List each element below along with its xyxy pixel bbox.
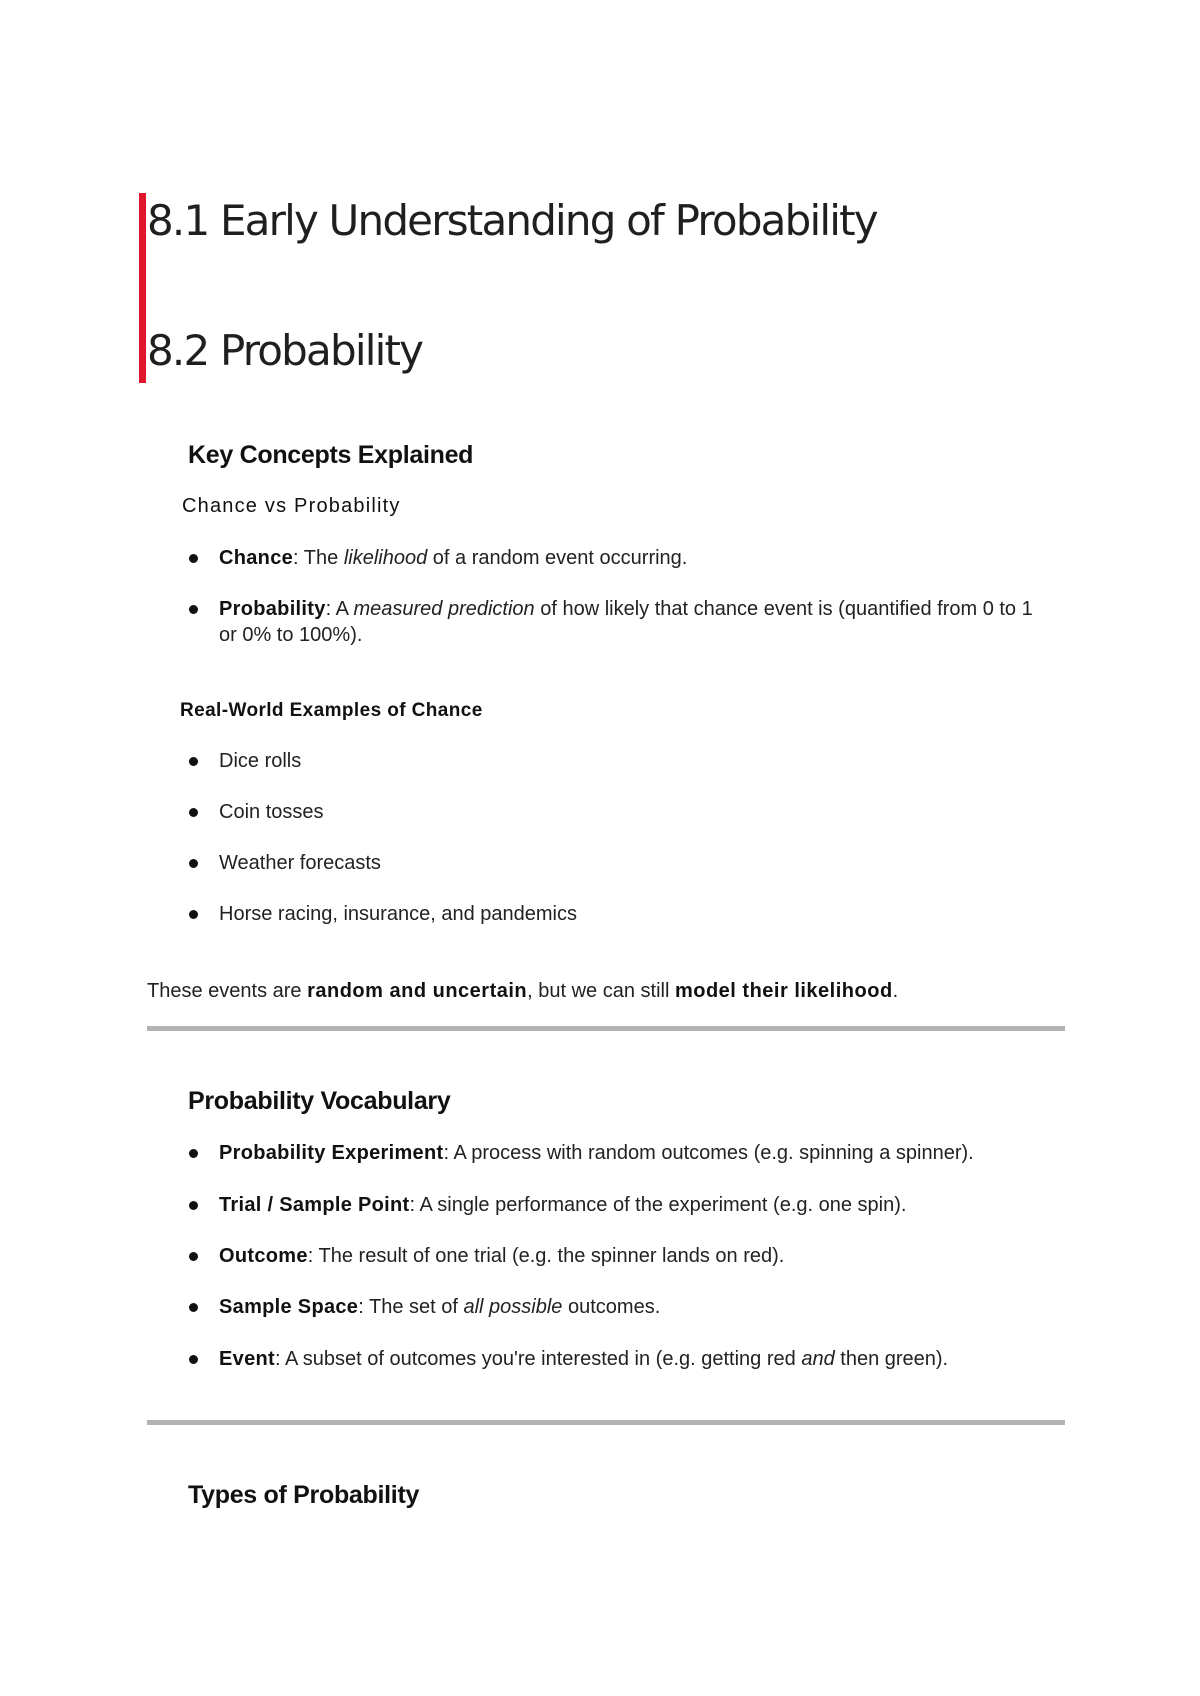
bullet-dot-icon	[189, 1355, 198, 1364]
list-item	[219, 748, 1069, 774]
term-experiment: Probability Experiment	[219, 1142, 444, 1164]
outcome-desc: : The result of one trial (e.g. the spinner lands on red).	[307, 1245, 785, 1267]
key-concepts-heading: Key Concepts Explained	[188, 441, 474, 469]
bullet-dot-icon	[189, 859, 198, 868]
types-heading: Types of Probability	[188, 1481, 420, 1509]
list-item	[219, 799, 1069, 825]
chance-vs-probability-heading: Chance vs Probability	[182, 495, 401, 517]
section-heading-8-2: 8.2 Probability	[147, 326, 423, 375]
term-sample-space: Sample Space	[219, 1296, 359, 1318]
list-item	[219, 850, 1069, 876]
bullet-dot-icon	[189, 910, 198, 919]
horizontal-divider	[147, 1420, 1065, 1425]
term-chance: Chance	[219, 547, 294, 569]
trial-desc: : A single performance of the experiment (e.g. one spin).	[409, 1194, 907, 1216]
event-text-1: : A subset of outcomes you're interested in (e.g. getting red	[274, 1348, 802, 1370]
term-event: Event	[219, 1348, 275, 1370]
summary-text-2: , but we can still	[527, 980, 675, 1002]
bullet-dot-icon	[189, 1149, 198, 1158]
chance-text-1: : The	[293, 547, 344, 569]
heading-accent-bar	[139, 193, 146, 383]
summary-bold-2: model their likelihood	[674, 980, 893, 1002]
list-item-experiment	[219, 1140, 1069, 1166]
bullet-dot-icon	[189, 1252, 198, 1261]
horizontal-divider	[147, 1026, 1065, 1031]
bullet-dot-icon	[189, 757, 198, 766]
example-text: Weather forecasts	[219, 852, 381, 874]
term-outcome: Outcome	[219, 1245, 308, 1267]
example-text: Horse racing, insurance, and pandemics	[219, 903, 577, 925]
sample-space-text-1: : The set of	[358, 1296, 464, 1318]
examples-heading: Real-World Examples of Chance	[180, 700, 483, 721]
list-item-outcome	[219, 1243, 1069, 1269]
example-text: Dice rolls	[219, 750, 302, 772]
event-text-2: then green).	[834, 1348, 949, 1370]
summary-bold-1: random and uncertain	[307, 980, 528, 1002]
experiment-desc: : A process with random outcomes (e.g. spinning a spinner).	[443, 1142, 974, 1164]
bullet-dot-icon	[189, 808, 198, 817]
section-heading-8-1: 8.1 Early Understanding of Probability	[147, 196, 877, 245]
chance-text-2: of a random event occurring.	[427, 547, 688, 569]
probability-text-1: : A	[325, 598, 354, 620]
list-item-event	[219, 1346, 1069, 1372]
event-emphasis: and	[801, 1348, 835, 1370]
list-item-trial	[219, 1192, 1069, 1218]
summary-paragraph	[147, 978, 898, 1004]
list-item-chance	[219, 545, 1069, 571]
probability-emphasis: measured prediction	[353, 598, 535, 620]
probability-text-2: of how likely that chance event is (quantified from 0 to 1 or 0% to 100%).	[219, 598, 1033, 646]
term-probability: Probability	[219, 598, 326, 620]
chance-emphasis: likelihood	[343, 547, 428, 569]
sample-space-emphasis: all possible	[463, 1296, 563, 1318]
term-trial: Trial / Sample Point	[219, 1194, 410, 1216]
bullet-dot-icon	[189, 554, 198, 563]
summary-text-1: These events are	[147, 980, 308, 1002]
summary-text-3: .	[892, 980, 899, 1002]
bullet-dot-icon	[189, 1303, 198, 1312]
list-item-probability	[219, 596, 1039, 648]
bullet-dot-icon	[189, 1201, 198, 1210]
list-item	[219, 901, 1069, 927]
bullet-dot-icon	[189, 605, 198, 614]
vocabulary-heading: Probability Vocabulary	[188, 1087, 451, 1115]
example-text: Coin tosses	[219, 801, 324, 823]
list-item-sample-space	[219, 1294, 1069, 1320]
sample-space-text-2: outcomes.	[562, 1296, 661, 1318]
